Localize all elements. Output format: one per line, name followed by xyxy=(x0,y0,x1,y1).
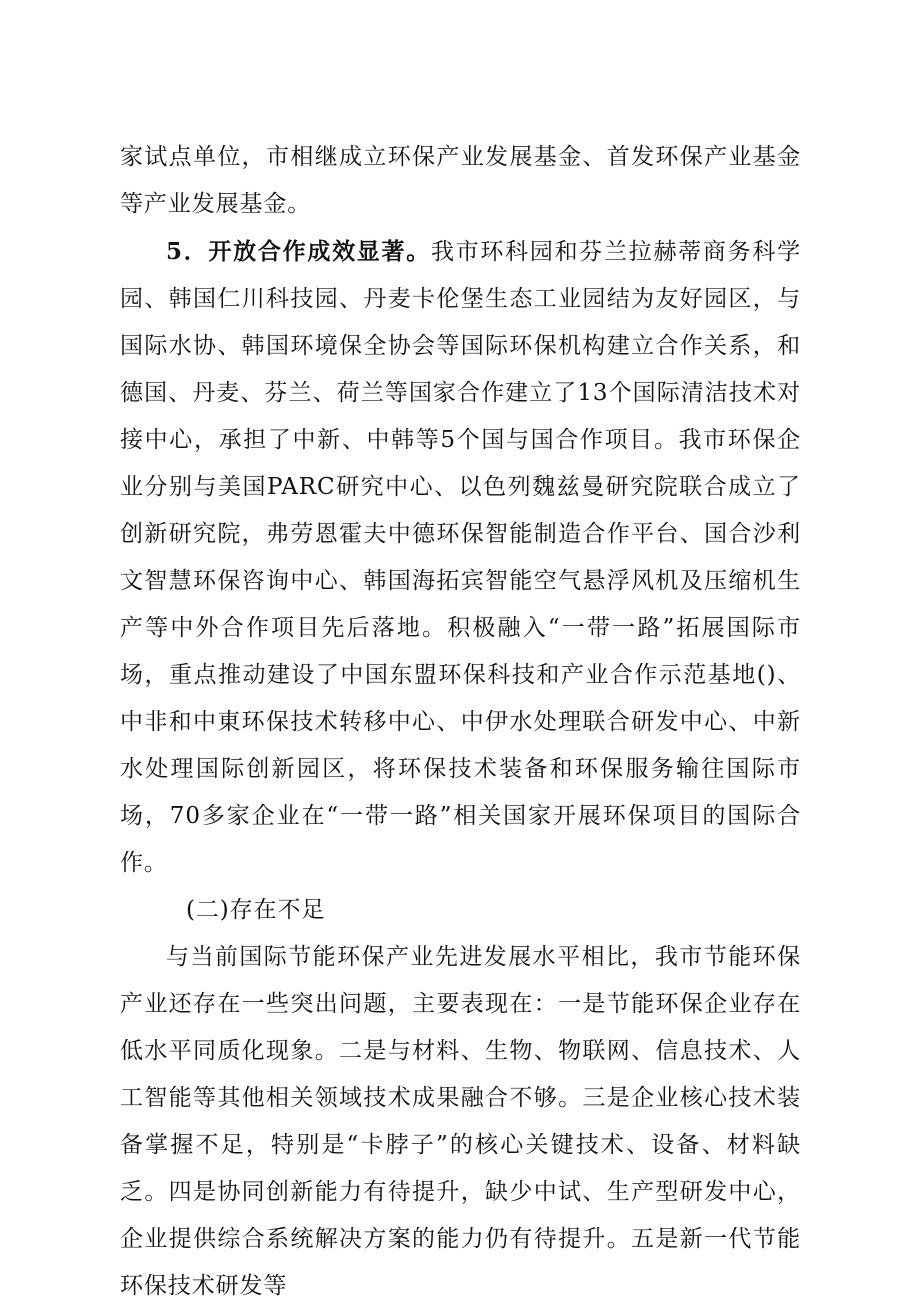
paragraph-open-cooperation xyxy=(120,228,801,887)
section-heading-shortcomings: (二)存在不足 xyxy=(186,897,326,923)
paragraph-shortcomings: 与当前国际节能环保产业先进发展水平相比，我市节能环保产业还存在一些突出问题，主要表现在：一是节能环保企业存在低水平同质化现象。二是与材料、生物、物联网、信息技术、人工智能等其他相关领域技术成果融合不够。三是企业核心技术装备掌握不足，特别是“卡脖子”的核心关键技术、设备、材料缺乏。四是协同创新能力有待提升，缺少中试、生产型研发中心，企业提供综合系统解决方案的能力仍有待提升。五是新一代节能环保技术研发等 xyxy=(120,944,801,1299)
section-5-lead: 5．开放合作成效显著。 xyxy=(166,238,431,265)
section-5-body: 我市环科园和芬兰拉赫蒂商务科学园、韩国仁川科技园、丹麦卡伦堡生态工业园结为友好园区，与国际水协、韩国环境保全协会等国际环保机构建立合作关系，和德国、丹麦、芬兰、荷兰等国家合作建立了13个国际清洁技术对接中心，承担了中新、中韩等5个国与国合作项目。我市环保企业分别与美国PARC研究中心、以色列魏兹曼研究院联合成立了创新研究院，弗劳恩霍夫中德环保智能制造合作平台、国合沙利文智慧环保咨询中心、韩国海拓宾智能空气悬浮风机及压缩机生产等中外合作项目先后落地。积极融入“一带一路”拓展国际市场，重点推动建设了中国东盟环保科技和产业合作示范基地()、中非和中東环保技术转移中心、中伊水处理联合研发中心、中新水处理国际创新园区，将环保技术装备和环保服务输往国际市场，70多家企业在“一带一路”相关国家开展环保项目的国际合作。 xyxy=(120,239,802,876)
document-body xyxy=(120,134,801,1310)
paragraph-continuation: 家试点单位，市相继成立环保产业发展基金、首发环保产业基金等产业发展基金。 xyxy=(120,144,801,217)
